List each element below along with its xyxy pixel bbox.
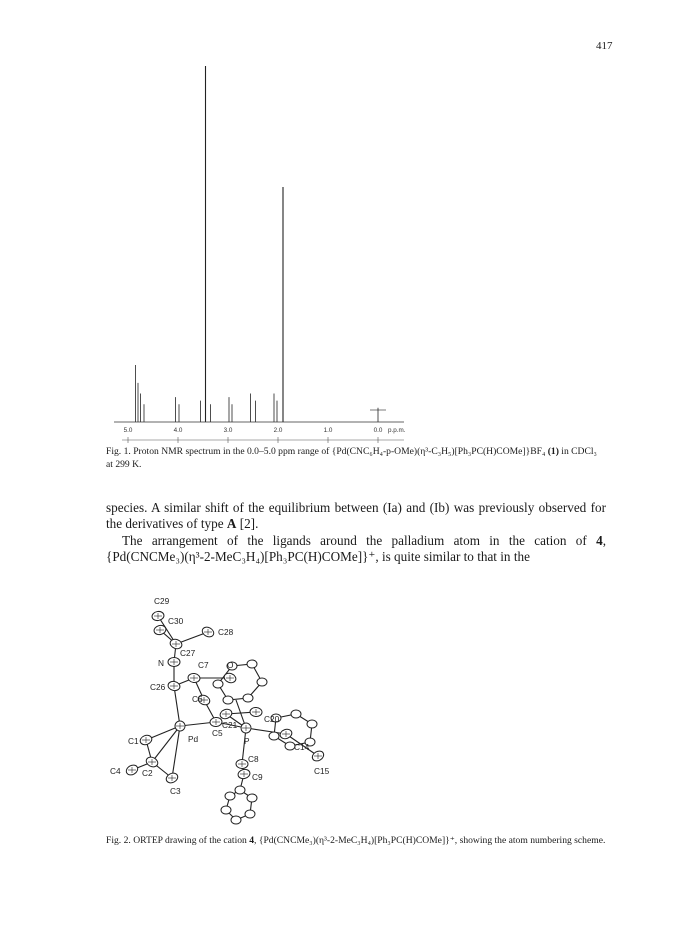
paragraph-2-start: The arrangement of the ligands around the palladium atom in the cation of: [122, 532, 597, 548]
atom-label-c27: C27: [180, 648, 196, 658]
phenyl-ring-0: [218, 664, 262, 700]
figure1-compound-number: (1): [547, 446, 559, 457]
atom-c9: [237, 768, 251, 780]
atom-o: [223, 672, 237, 685]
atom-label-c28: C28: [218, 627, 234, 637]
figure2-caption-lead: Fig. 2.: [106, 835, 131, 846]
figure2-caption: [106, 835, 606, 848]
ring-atom-4: [223, 696, 233, 704]
figure1-caption-text: Proton NMR spectrum in the 0.0–5.0 ppm range of {Pd(CNC₆H₄-p-OMe)(η³-C₃H₅)[Ph₃PC(H)COMe]}BF₄: [133, 446, 548, 457]
ring-atom-12: [235, 786, 245, 794]
atom-label-c15: C15: [314, 766, 330, 776]
ring-atom-2: [257, 678, 267, 686]
figure1-caption: [106, 446, 606, 471]
page-number: 417: [596, 40, 613, 52]
ring-atom-11: [269, 732, 279, 740]
ring-atom-17: [225, 792, 235, 800]
ring-atom-8: [307, 720, 317, 728]
bond-19: [246, 728, 286, 734]
x-axis-unit: p.p.m.: [388, 427, 406, 434]
atom-label-p: P: [244, 736, 250, 746]
atom-label-c21: C21: [222, 720, 238, 730]
ring-atom-15: [231, 816, 241, 824]
x-tick-label: 0.0: [373, 427, 383, 434]
atom-label-c5: C5: [212, 728, 223, 738]
atom-label-c20: C20: [264, 714, 280, 724]
paragraph-2-formula: , {Pd(CNCMe₃)(η³-2-MeC₃H₄)[Ph₃PC(H)COMe]}⁺, is quite similar to that in the: [106, 532, 606, 565]
nmr-spectrum: [108, 58, 408, 446]
atom-n: [168, 658, 180, 667]
ortep-drawing: [96, 594, 376, 830]
atom-pd: [175, 721, 186, 732]
paragraph-1: [106, 500, 606, 533]
paragraph-1-tail: [2].: [236, 516, 259, 532]
ring-atom-3: [243, 694, 253, 702]
atom-c1: [139, 734, 153, 747]
atom-label-c6: C6: [192, 694, 203, 704]
x-tick-label: 4.0: [173, 427, 183, 434]
atom-c15: [311, 749, 326, 763]
figure2-caption-text: ORTEP drawing of the cation: [133, 835, 250, 846]
type-label: A: [226, 516, 237, 532]
x-tick-label: 5.0: [123, 427, 133, 434]
figure1-caption-tail: in CDCl₃ at 299 K.: [106, 446, 597, 470]
bond-10: [172, 726, 180, 778]
atom-label-c7: C7: [198, 660, 209, 670]
atom-label-c9: C9: [252, 772, 263, 782]
x-tick-label: 2.0: [273, 427, 283, 434]
atom-c26: [167, 680, 181, 691]
atom-label-c1: C1: [128, 736, 139, 746]
atom-p: [240, 722, 253, 735]
atom-label-c4: C4: [110, 766, 121, 776]
atom-c21: [219, 708, 233, 721]
atom-c28: [201, 625, 216, 639]
body-text: [106, 500, 606, 566]
atom-c20: [250, 707, 263, 717]
atom-label-c2: C2: [142, 768, 153, 778]
atom-label-c8: C8: [248, 754, 259, 764]
atom-label-c14: C14: [294, 742, 310, 752]
figure2-caption-tail: , {Pd(CNCMe₃)(η³-2-MeC₃H₄)[Ph₃PC(H)COMe]}⁺, showing the atom numbering scheme.: [254, 835, 606, 846]
x-tick-label: 3.0: [223, 427, 233, 434]
ring-atom-14: [245, 810, 255, 818]
compound-4: 4: [596, 532, 603, 548]
atom-c4: [125, 763, 140, 777]
atom-label-o: O: [227, 660, 234, 670]
figure1-caption-lead: Fig. 1.: [106, 446, 131, 457]
atom-c5: [210, 717, 223, 727]
atom-label-c3: C3: [170, 786, 181, 796]
atom-c7: [187, 673, 200, 684]
atom-c29: [151, 611, 164, 622]
x-tick-label: 1.0: [323, 427, 333, 434]
atom-c8: [236, 759, 248, 768]
paragraph-2: [106, 533, 606, 566]
atom-label-c29: C29: [154, 596, 170, 606]
ring-atom-7: [291, 710, 301, 718]
figure2-compound-number: 4: [249, 835, 255, 846]
atom-label-pd: Pd: [188, 734, 199, 744]
atom-label-c26: C26: [150, 682, 166, 692]
bond-5: [174, 686, 180, 726]
atom-label-c30: C30: [168, 616, 184, 626]
ring-atom-13: [247, 794, 257, 802]
paragraph-1-text: species. A similar shift of the equilibrium between (Ia) and (Ib) was previously observed for the derivatives of type: [106, 500, 606, 532]
atom-label-n: N: [158, 658, 164, 668]
ring-atom-16: [221, 806, 231, 814]
ring-atom-5: [213, 680, 223, 688]
ring-atom-1: [247, 660, 257, 668]
atom-c14: [279, 728, 293, 741]
